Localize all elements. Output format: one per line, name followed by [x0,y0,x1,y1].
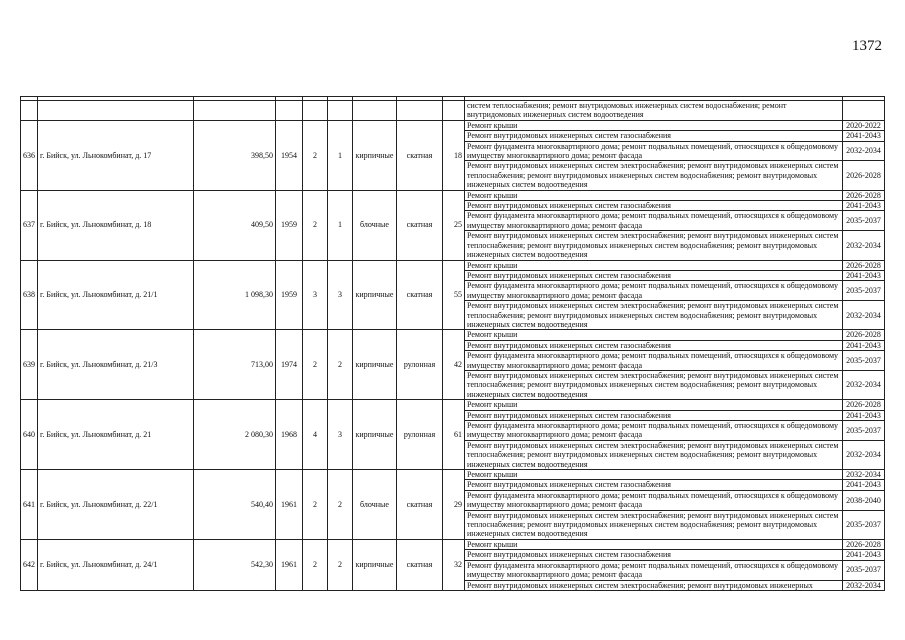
work-period: 2035-2037 [843,351,885,371]
work-period: 2026-2028 [843,161,885,190]
roof-type: рулонная [397,400,443,470]
apartment-count: 61 [443,400,465,470]
work-period: 2041-2043 [843,270,885,280]
work-description: Ремонт внутридомовых инженерных систем электроснабжения; ремонт внутридомовых инженерных систем теплоснабжения; ремонт внутридомовых инженерных систем водоснабжения; ремонт внутридомовых инженерных систем водоотведения [465,161,843,190]
work-description: Ремонт внутридомовых инженерных систем газоснабжения [465,480,843,490]
work-description: Ремонт внутридомовых инженерных систем электроснабжения; ремонт внутридомовых инженерных [465,580,843,590]
table-body [21,97,885,591]
repair-schedule-table [20,96,885,591]
work-period: 2026-2028 [843,400,885,410]
work-description: Ремонт внутридомовых инженерных систем электроснабжения; ремонт внутридомовых инженерных систем теплоснабжения; ремонт внутридомовых инженерных систем водоснабжения; ремонт внутридомовых инженерных систем водоотведения [465,370,843,399]
table-row [21,470,885,480]
building-number: 641 [21,470,38,540]
building-entrances: 1 [328,190,353,260]
work-description: Ремонт фундамента многоквартирного дома; ремонт подвальных помещений, относящихся к общедомовому имуществу многоквартирного дома; ремонт фасада [465,211,843,231]
wall-material: блочные [353,470,397,540]
table-row [21,400,885,410]
building-number: 636 [21,120,38,190]
building-address: г. Бийск, ул. Льнокомбинат, д. 21/3 [38,330,194,400]
roof-type: скатная [397,120,443,190]
building-entrances: 2 [328,330,353,400]
table-row [21,330,885,340]
work-description: Ремонт крыши [465,400,843,410]
wall-material: кирпичные [353,539,397,590]
work-description: Ремонт крыши [465,470,843,480]
work-period: 2035-2037 [843,510,885,539]
work-period: 2020-2022 [843,120,885,130]
work-description: Ремонт внутридомовых инженерных систем электроснабжения; ремонт внутридомовых инженерных систем теплоснабжения; ремонт внутридомовых инженерных систем водоснабжения; ремонт внутридомовых инженерных систем водоотведения [465,231,843,260]
work-period: 2041-2043 [843,340,885,350]
building-year: 1959 [276,190,303,260]
building-area: 542,30 [194,539,276,590]
page-number: 1372 [852,38,882,54]
work-description: Ремонт внутридомовых инженерных систем газоснабжения [465,550,843,560]
work-description: Ремонт фундамента многоквартирного дома; ремонт подвальных помещений, относящихся к общедомовому имуществу многоквартирного дома; ремонт фасада [465,141,843,161]
apartment-count: 55 [443,260,465,330]
building-number: 640 [21,400,38,470]
building-entrances: 3 [328,260,353,330]
roof-type: скатная [397,190,443,260]
work-description: Ремонт фундамента многоквартирного дома; ремонт подвальных помещений, относящихся к общедомовому имуществу многоквартирного дома; ремонт фасада [465,421,843,441]
roof-type: скатная [397,260,443,330]
building-floors: 2 [303,470,328,540]
work-period: 2032-2034 [843,301,885,330]
work-period: 2032-2034 [843,141,885,161]
work-period: 2026-2028 [843,330,885,340]
building-entrances: 1 [328,120,353,190]
building-year: 1961 [276,539,303,590]
building-address: г. Бийск, ул. Льнокомбинат, д. 18 [38,190,194,260]
building-year: 1954 [276,120,303,190]
building-floors: 2 [303,120,328,190]
work-period: 2041-2043 [843,201,885,211]
apartment-count: 18 [443,120,465,190]
work-period: 2035-2037 [843,421,885,441]
work-period: 2035-2037 [843,560,885,580]
work-period [843,101,885,121]
work-description: Ремонт внутридомовых инженерных систем газоснабжения [465,340,843,350]
work-period: 2035-2037 [843,211,885,231]
apartment-count: 42 [443,330,465,400]
table-row [21,190,885,200]
table-row [21,260,885,270]
work-description: Ремонт крыши [465,260,843,270]
building-floors: 3 [303,260,328,330]
wall-material: блочные [353,190,397,260]
building-entrances: 2 [328,539,353,590]
work-description: Ремонт фундамента многоквартирного дома; ремонт подвальных помещений, относящихся к общедомовому имуществу многоквартирного дома; ремонт фасада [465,490,843,510]
work-description: Ремонт внутридомовых инженерных систем газоснабжения [465,131,843,141]
building-entrances: 2 [328,470,353,540]
apartment-count: 29 [443,470,465,540]
building-number: 639 [21,330,38,400]
work-period: 2032-2034 [843,370,885,399]
building-floors: 2 [303,539,328,590]
building-area: 398,50 [194,120,276,190]
work-description: Ремонт крыши [465,539,843,549]
roof-type: рулонная [397,330,443,400]
work-description: Ремонт внутридомовых инженерных систем газоснабжения [465,270,843,280]
work-description: Ремонт внутридомовых инженерных систем газоснабжения [465,410,843,420]
work-period: 2041-2043 [843,480,885,490]
work-description: Ремонт фундамента многоквартирного дома; ремонт подвальных помещений, относящихся к общедомовому имуществу многоквартирного дома; ремонт фасада [465,281,843,301]
building-entrances: 3 [328,400,353,470]
work-period: 2026-2028 [843,190,885,200]
work-description: Ремонт крыши [465,190,843,200]
work-period: 2035-2037 [843,281,885,301]
building-area: 409,50 [194,190,276,260]
roof-type: скатная [397,539,443,590]
building-year: 1974 [276,330,303,400]
building-year: 1961 [276,470,303,540]
building-area: 540,40 [194,470,276,540]
building-area: 1 098,30 [194,260,276,330]
work-period: 2041-2043 [843,550,885,560]
work-description: Ремонт внутридомовых инженерных систем электроснабжения; ремонт внутридомовых инженерных систем теплоснабжения; ремонт внутридомовых инженерных систем водоснабжения; ремонт внутридомовых инженерных систем водоотведения [465,301,843,330]
work-description: Ремонт фундамента многоквартирного дома; ремонт подвальных помещений, относящихся к общедомовому имуществу многоквартирного дома; ремонт фасада [465,560,843,580]
building-address: г. Бийск, ул. Льнокомбинат, д. 21/1 [38,260,194,330]
apartment-count: 32 [443,539,465,590]
building-number: 642 [21,539,38,590]
building-area: 713,00 [194,330,276,400]
work-period: 2032-2034 [843,440,885,469]
table-row [21,539,885,549]
building-number: 637 [21,190,38,260]
building-area: 2 080,30 [194,400,276,470]
building-address: г. Бийск, ул. Льнокомбинат, д. 21 [38,400,194,470]
work-period: 2041-2043 [843,410,885,420]
table-row [21,120,885,130]
wall-material: кирпичные [353,260,397,330]
roof-type: скатная [397,470,443,540]
work-period: 2041-2043 [843,131,885,141]
work-period: 2026-2028 [843,260,885,270]
work-period: 2038-2040 [843,490,885,510]
building-address: г. Бийск, ул. Льнокомбинат, д. 17 [38,120,194,190]
wall-material: кирпичные [353,330,397,400]
building-floors: 2 [303,190,328,260]
building-number: 638 [21,260,38,330]
work-description: Ремонт фундамента многоквартирного дома; ремонт подвальных помещений, относящихся к общедомовому имуществу многоквартирного дома; ремонт фасада [465,351,843,371]
work-period: 2026-2028 [843,539,885,549]
work-period: 2032-2034 [843,470,885,480]
building-floors: 2 [303,330,328,400]
work-period: 2032-2034 [843,231,885,260]
work-description: Ремонт внутридомовых инженерных систем газоснабжения [465,201,843,211]
building-address: г. Бийск, ул. Льнокомбинат, д. 22/1 [38,470,194,540]
work-description: Ремонт внутридомовых инженерных систем электроснабжения; ремонт внутридомовых инженерных систем теплоснабжения; ремонт внутридомовых инженерных систем водоснабжения; ремонт внутридомовых инженерных систем водоотведения [465,440,843,469]
wall-material: кирпичные [353,400,397,470]
work-description: систем теплоснабжения; ремонт внутридомовых инженерных систем водоснабжения; ремонт внутридомовых инженерных систем водоотведения [465,101,843,121]
building-year: 1968 [276,400,303,470]
work-description: Ремонт крыши [465,330,843,340]
work-period: 2032-2034 [843,580,885,590]
work-description: Ремонт крыши [465,120,843,130]
wall-material: кирпичные [353,120,397,190]
building-year: 1959 [276,260,303,330]
building-floors: 4 [303,400,328,470]
apartment-count: 25 [443,190,465,260]
work-description: Ремонт внутридомовых инженерных систем электроснабжения; ремонт внутридомовых инженерных систем теплоснабжения; ремонт внутридомовых инженерных систем водоснабжения; ремонт внутридомовых инженерных систем водоотведения [465,510,843,539]
building-address: г. Бийск, ул. Льнокомбинат, д. 24/1 [38,539,194,590]
continuation-row [21,101,885,121]
